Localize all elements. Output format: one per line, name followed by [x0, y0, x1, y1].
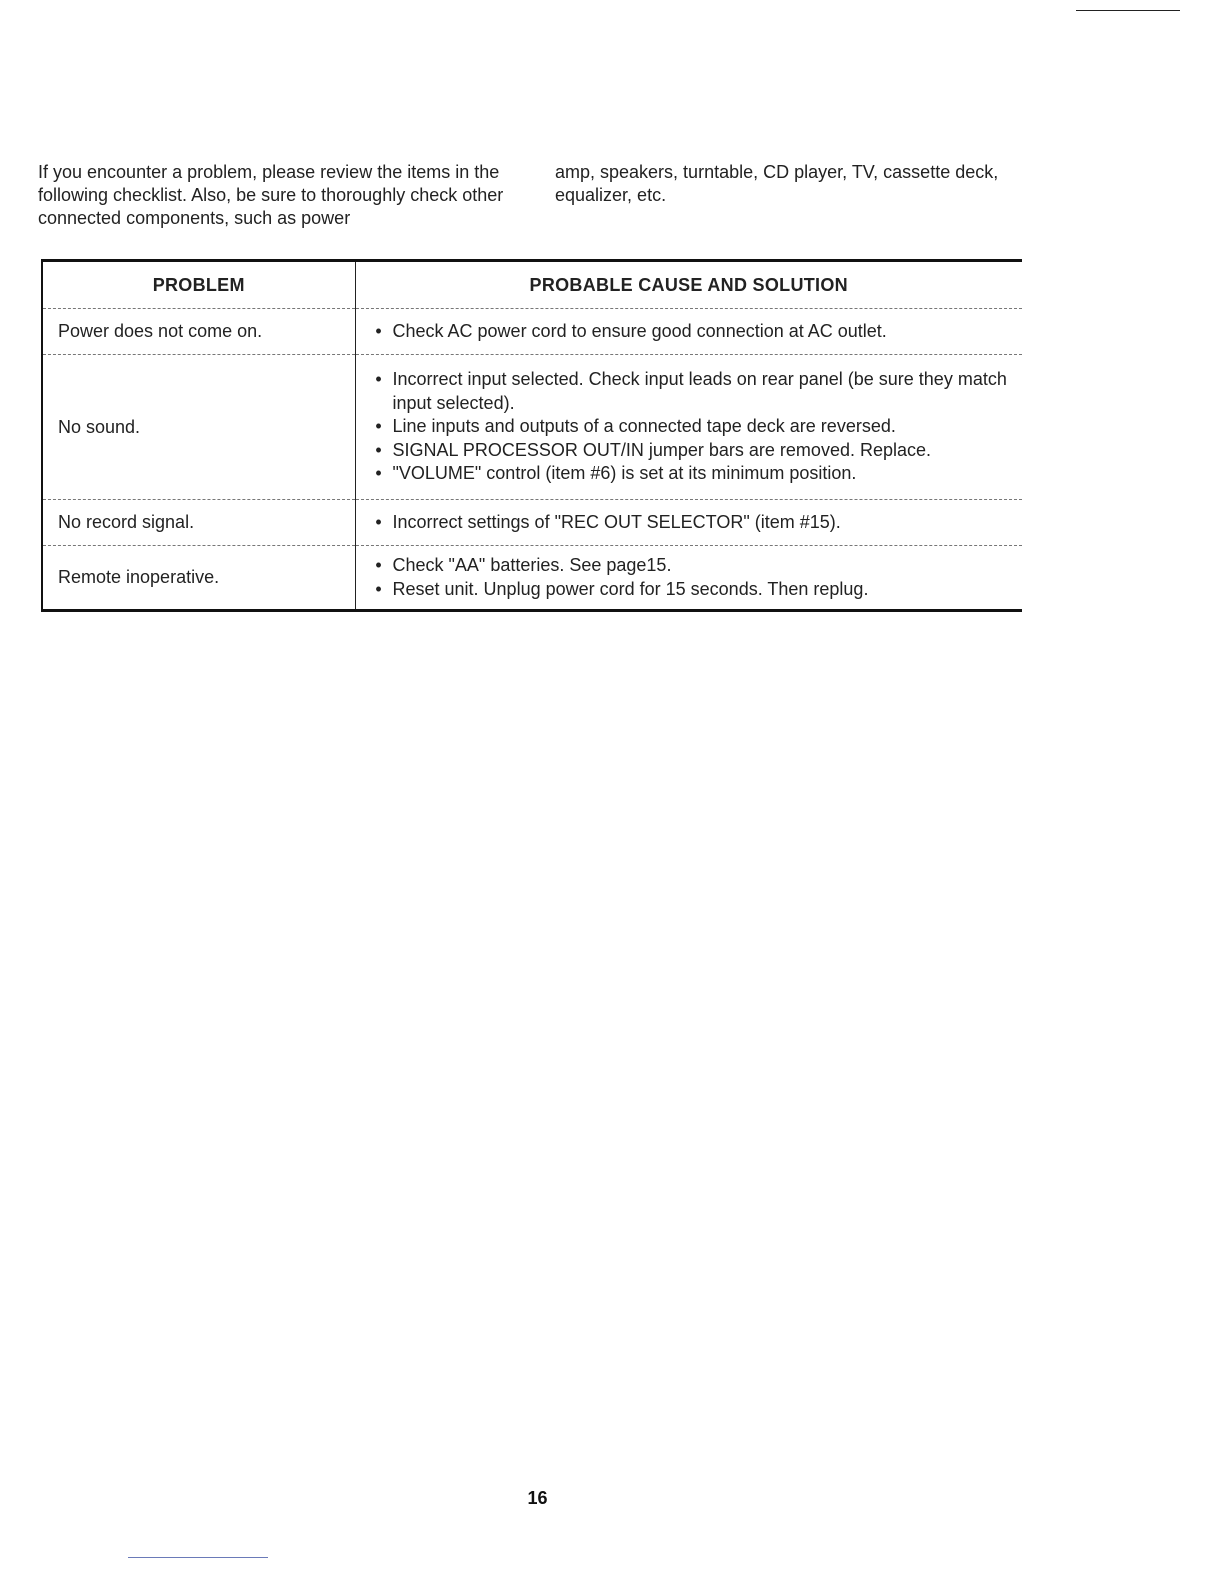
- solution-item: [372, 511, 1023, 535]
- bullet-icon: •: [375, 369, 382, 390]
- bullet-icon: •: [375, 439, 382, 460]
- table-row: [42, 500, 1022, 546]
- solution-item: [372, 554, 1023, 578]
- solution-list: [372, 368, 1023, 486]
- solution-text: Incorrect input selected. Check input leads on rear panel (be sure they match input selected).: [392, 369, 1007, 413]
- table-row: [42, 309, 1022, 355]
- problem-cell: Remote inoperative.: [58, 567, 220, 587]
- table-row: [42, 355, 1022, 500]
- solution-item: [372, 578, 1023, 602]
- intro-paragraph-right: amp, speakers, turntable, CD player, TV, cassette deck, equalizer, etc.: [555, 162, 999, 205]
- bullet-icon: •: [375, 511, 382, 532]
- table-header-row: [42, 261, 1022, 309]
- footer-rule: [128, 1557, 268, 1558]
- solution-cell: [355, 546, 1022, 611]
- solution-cell: [355, 355, 1022, 500]
- solution-text: Line inputs and outputs of a connected tape deck are reversed.: [392, 416, 896, 437]
- solution-item: [372, 320, 1023, 344]
- bullet-icon: •: [375, 463, 382, 484]
- header-rule: [1076, 10, 1180, 11]
- solution-text: Reset unit. Unplug power cord for 15 seconds. Then replug.: [392, 578, 869, 599]
- solution-text: "VOLUME" control (item #6) is set at its minimum position.: [392, 463, 857, 484]
- bullet-icon: •: [375, 578, 382, 599]
- table-row: [42, 546, 1022, 611]
- solution-text: SIGNAL PROCESSOR OUT/IN jumper bars are removed. Replace.: [392, 439, 932, 460]
- solution-text: Incorrect settings of "REC OUT SELECTOR" (item #15).: [392, 511, 841, 532]
- problem-column-header: PROBLEM: [42, 261, 355, 309]
- solution-list: [372, 511, 1023, 535]
- solution-item: [372, 462, 1023, 486]
- solution-item: [372, 368, 1023, 415]
- solution-item: [372, 439, 1023, 463]
- bullet-icon: •: [375, 416, 382, 437]
- problem-cell: No record signal.: [42, 500, 355, 546]
- solution-list: [372, 554, 1023, 601]
- solution-column-header: PROBABLE CAUSE AND SOLUTION: [355, 261, 1022, 309]
- troubleshooting-table: [41, 259, 1022, 612]
- solution-cell: [355, 500, 1022, 546]
- bullet-icon: •: [375, 320, 382, 341]
- solution-text: Check "AA" batteries. See page15.: [392, 555, 672, 575]
- page-number: 16: [527, 1488, 548, 1508]
- solution-cell: [355, 309, 1022, 355]
- bullet-icon: •: [375, 555, 382, 575]
- solution-list: [372, 320, 1023, 344]
- problem-cell: Power does not come on.: [42, 309, 355, 355]
- solution-item: [372, 415, 1023, 439]
- solution-text: Check AC power cord to ensure good connection at AC outlet.: [392, 320, 887, 341]
- problem-cell: No sound.: [42, 355, 355, 500]
- intro-paragraph-left: If you encounter a problem, please review the items in the following checklist. Also, be sure to thoroughly check other connected components, such as power: [38, 162, 504, 228]
